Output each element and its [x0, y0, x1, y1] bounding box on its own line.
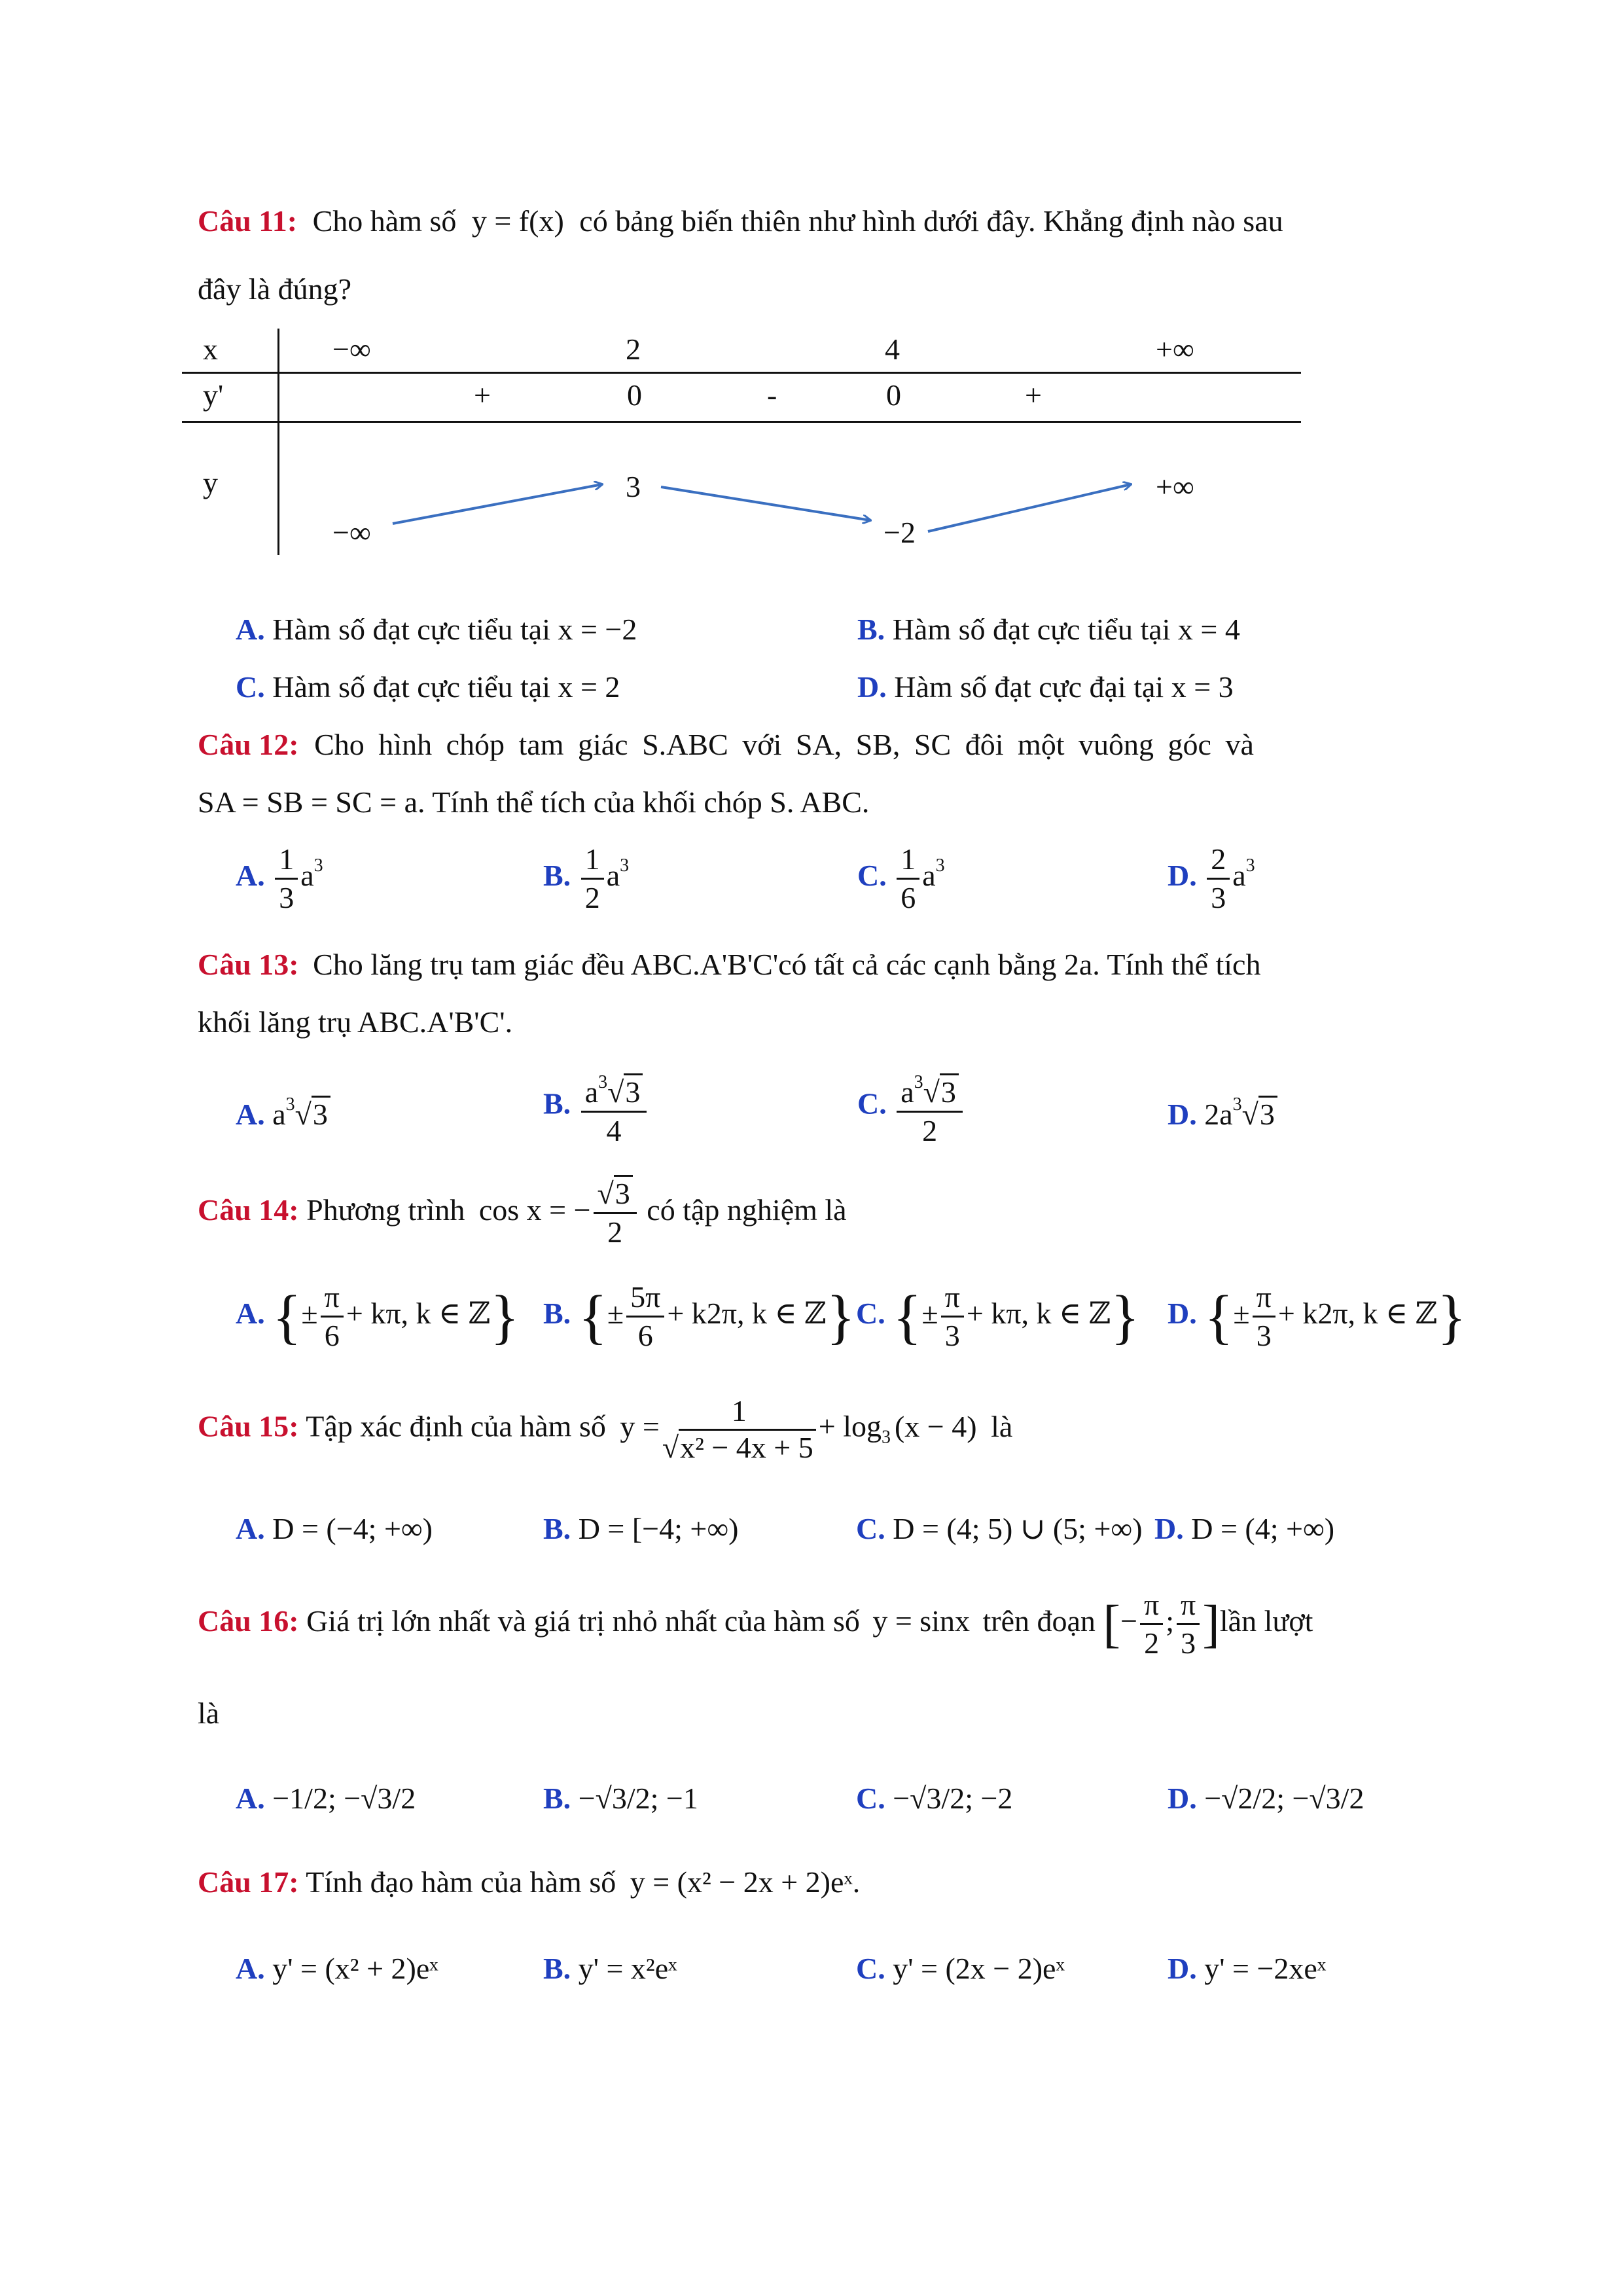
- table-x-3: +∞: [1156, 332, 1194, 366]
- option-key: D.: [1168, 1952, 1197, 1985]
- q14-option-c[interactable]: C. {± $\frac{\pi}{3}$ + kπ, k ∈ ℤ}: [856, 1279, 1139, 1354]
- q12-text: Cho hình chóp tam giác S.ABC với SA, SB, SC đôi một vuông góc và: [314, 728, 1254, 761]
- q17-label: Câu 17:: [198, 1865, 299, 1899]
- fraction: $\frac{\pi}{3}$: [1177, 1587, 1200, 1662]
- q16-line1: Câu 16: Giá trị lớn nhất và giá trị nhỏ nhất của hàm số y = sinx trên đoạn [− $\frac{\pi}{2}$ ; $\frac{\pi}{3}$ ]lần lượt: [198, 1587, 1313, 1662]
- fraction: $\frac{a^3√3}{4}$: [581, 1064, 647, 1149]
- option-key: A.: [236, 1297, 265, 1331]
- q15-text-b: là: [991, 1409, 1013, 1443]
- option-text: Hàm số đạt cực tiểu tại x = 2: [272, 670, 620, 704]
- option-text: Hàm số đạt cực tiểu tại x = −2: [272, 613, 637, 646]
- option-text: y' = x²eˣ: [578, 1952, 677, 1985]
- option-key: D.: [1168, 1098, 1197, 1131]
- option-key: B.: [543, 1952, 571, 1985]
- option-text: Hàm số đạt cực tiểu tại x = 4: [892, 613, 1240, 646]
- option-key: D.: [1168, 859, 1197, 893]
- q15-option-b[interactable]: [543, 1511, 738, 1547]
- q15-lhs: y =: [620, 1409, 660, 1443]
- option-key: A.: [236, 1512, 265, 1545]
- option-key: A.: [236, 1782, 265, 1815]
- fraction: $\frac{a^3√3}{2}$: [897, 1064, 963, 1149]
- fraction: $\frac{1}{2}$: [581, 841, 604, 916]
- q12-label: Câu 12:: [198, 728, 299, 761]
- q12-option-a[interactable]: A. $\frac{1}{3}$ $a^3$: [236, 841, 323, 916]
- fraction: $\frac{√3}{2}$: [594, 1175, 637, 1251]
- q16-text-c: lần lượt: [1219, 1604, 1313, 1638]
- table-row-x: x: [203, 332, 218, 366]
- q13-text: Cho lăng trụ tam giác đều ABC.A'B'C'có tất cả các cạnh bằng 2a. Tính thể tích: [313, 948, 1261, 981]
- arrow-up-1: [393, 484, 602, 524]
- table-yp-2: -: [767, 378, 777, 412]
- table-x-1: 2: [626, 332, 641, 366]
- option-text: −√3/2; −2: [893, 1782, 1013, 1815]
- q16-option-b[interactable]: [543, 1780, 698, 1817]
- option-key: C.: [857, 859, 887, 893]
- table-x-0: −∞: [332, 332, 371, 366]
- q16-label: Câu 16:: [198, 1604, 299, 1638]
- q11-option-a[interactable]: [236, 611, 637, 648]
- q14-lhs: cos x = −: [478, 1193, 591, 1227]
- q12-option-d[interactable]: D. $\frac{2}{3}$ $a^3$: [1168, 841, 1255, 916]
- table-yp-4: +: [1025, 378, 1042, 412]
- fraction: $\frac{1}{3}$: [275, 841, 298, 916]
- q17-formula: y = (x² − 2x + 2)eˣ.: [630, 1865, 861, 1899]
- q17-option-a[interactable]: [236, 1950, 438, 1987]
- q17-line: [198, 1864, 860, 1901]
- table-row-yp: y': [203, 378, 224, 412]
- option-key: C.: [236, 670, 265, 704]
- q15-text-a: Tập xác định của hàm số: [306, 1409, 606, 1443]
- fraction: $\frac{\pi}{2}$: [1140, 1587, 1163, 1662]
- q11-text-b: có bảng biến thiên như hình dưới đây. Khẳng định nào sau: [579, 204, 1283, 238]
- table-yp-3: 0: [886, 378, 901, 412]
- option-key: A.: [236, 1098, 265, 1131]
- q16-option-d[interactable]: [1168, 1780, 1364, 1817]
- option-key: B.: [543, 1512, 571, 1545]
- q12-option-b[interactable]: B. $\frac{1}{2}$ $a^3$: [543, 841, 629, 916]
- q11-line2: đây là đúng?: [198, 272, 352, 306]
- option-key: C.: [857, 1086, 887, 1121]
- q12-line2: SA = SB = SC = a. Tính thể tích của khối chóp S. ABC.: [198, 785, 870, 819]
- q13-option-d[interactable]: D. $2a^3√3$: [1168, 1086, 1277, 1133]
- option-key: D.: [857, 670, 887, 704]
- option-text: D = (−4; +∞): [272, 1512, 433, 1545]
- table-x-2: 4: [885, 332, 900, 366]
- option-key: D.: [1168, 1782, 1197, 1815]
- option-key: B.: [543, 1782, 571, 1815]
- q14-text-b: có tập nghiệm là: [647, 1193, 847, 1227]
- q15-label: Câu 15:: [198, 1409, 299, 1443]
- q14-option-a[interactable]: A. {± $\frac{\pi}{6}$ + kπ, k ∈ ℤ}: [236, 1279, 519, 1354]
- q17-text-a: Tính đạo hàm của hàm số: [306, 1865, 616, 1899]
- option-key: D.: [1168, 1297, 1197, 1331]
- option-key: C.: [856, 1782, 885, 1815]
- option-key: C.: [856, 1512, 885, 1545]
- option-key: D.: [1154, 1512, 1184, 1545]
- arrow-up-2: [928, 484, 1131, 531]
- option-text: y' = (x² + 2)eˣ: [272, 1952, 438, 1985]
- option-text: D = (4; +∞): [1191, 1512, 1335, 1545]
- arrow-down: [661, 487, 870, 520]
- q13-line2: khối lăng trụ ABC.A'B'C'.: [198, 1005, 513, 1039]
- option-text: D = (4; 5) ∪ (5; +∞): [893, 1512, 1143, 1545]
- option-text: y' = −2xeˣ: [1204, 1952, 1327, 1985]
- q14-option-d[interactable]: D. {± $\frac{\pi}{3}$ + k2π, k ∈ ℤ}: [1168, 1279, 1466, 1354]
- table-y-0: −∞: [332, 516, 371, 549]
- q13-line1: [198, 946, 1260, 983]
- table-y-3: +∞: [1156, 470, 1194, 503]
- option-key: C.: [856, 1952, 885, 1985]
- fraction: $\frac{\pi}{3}$: [1253, 1279, 1275, 1354]
- q11-text-a: Cho hàm số: [312, 204, 457, 238]
- q16-option-a[interactable]: [236, 1780, 416, 1817]
- option-text: −√2/2; −√3/2: [1204, 1782, 1364, 1815]
- option-text: −1/2; −√3/2: [272, 1782, 416, 1815]
- q11-option-c[interactable]: [236, 669, 620, 706]
- q11-option-b[interactable]: [857, 611, 1240, 648]
- q12-line1: [198, 726, 1435, 763]
- q14-option-b[interactable]: B. {± $\frac{5\pi}{6}$ + k2π, k ∈ ℤ}: [543, 1279, 855, 1354]
- q16-text-a: Giá trị lớn nhất và giá trị nhỏ nhất của hàm số: [306, 1604, 860, 1638]
- table-row-y: y: [203, 466, 218, 499]
- option-key: B.: [543, 1297, 571, 1331]
- table-y-1: 3: [626, 470, 641, 503]
- q17-option-b[interactable]: [543, 1950, 677, 1987]
- option-text: Hàm số đạt cực đại tại x = 3: [894, 670, 1234, 704]
- option-text: D = [−4; +∞): [578, 1512, 739, 1545]
- q11-label: Câu 11:: [198, 204, 298, 238]
- fraction: $\frac{\pi}{6}$: [321, 1279, 344, 1354]
- fraction: $\frac{5\pi}{6}$: [626, 1279, 664, 1354]
- option-text: −√3/2; −1: [578, 1782, 698, 1815]
- q17-option-d[interactable]: [1168, 1950, 1326, 1987]
- table-yp-1: 0: [627, 378, 642, 412]
- fraction: $\frac{2}{3}$: [1207, 841, 1230, 916]
- q13-option-c[interactable]: [857, 1064, 965, 1149]
- option-key: A.: [236, 1952, 265, 1985]
- q16-formula: y = sinx: [872, 1604, 970, 1638]
- q11-formula: y = f(x): [471, 204, 564, 238]
- option-key: B.: [543, 1086, 571, 1121]
- table-arrows: [0, 0, 1623, 589]
- q15-option-d[interactable]: [1154, 1511, 1334, 1547]
- q13-option-b[interactable]: [543, 1064, 649, 1149]
- q12-option-c[interactable]: C. $\frac{1}{6}$ $a^3$: [857, 841, 945, 916]
- q13-label: Câu 13:: [198, 948, 299, 981]
- q15-option-a[interactable]: [236, 1511, 433, 1547]
- q15-line: Câu 15: Tập xác định của hàm số y = 1 √x² − 4x + 5 + $\log_3 (x - 4)$ là: [198, 1393, 1012, 1466]
- q13-option-a[interactable]: A. $a^3√3$: [236, 1086, 330, 1133]
- option-key: A.: [236, 859, 265, 893]
- fraction: $\frac{1}{6}$: [897, 841, 919, 916]
- q17-option-c[interactable]: [856, 1950, 1065, 1987]
- q16-text-b: trên đoạn: [982, 1604, 1096, 1638]
- fraction: $\frac{\pi}{3}$: [941, 1279, 964, 1354]
- q15-option-c[interactable]: [856, 1511, 1143, 1547]
- q14-line: [198, 1175, 847, 1251]
- option-text: y' = (2x − 2)eˣ: [893, 1952, 1065, 1985]
- option-key: A.: [236, 613, 265, 646]
- q14-text-a: Phương trình: [306, 1193, 465, 1227]
- q14-label: Câu 14:: [198, 1193, 299, 1227]
- option-key: B.: [543, 859, 571, 893]
- table-yp-0: +: [474, 378, 491, 412]
- fraction: 1 √x² − 4x + 5: [662, 1393, 816, 1466]
- q11-option-d[interactable]: [857, 669, 1234, 706]
- q16-option-c[interactable]: [856, 1780, 1012, 1817]
- option-key: B.: [857, 613, 885, 646]
- q16-line2: là: [198, 1696, 220, 1730]
- option-key: C.: [856, 1297, 885, 1331]
- table-y-2: −2: [883, 516, 916, 549]
